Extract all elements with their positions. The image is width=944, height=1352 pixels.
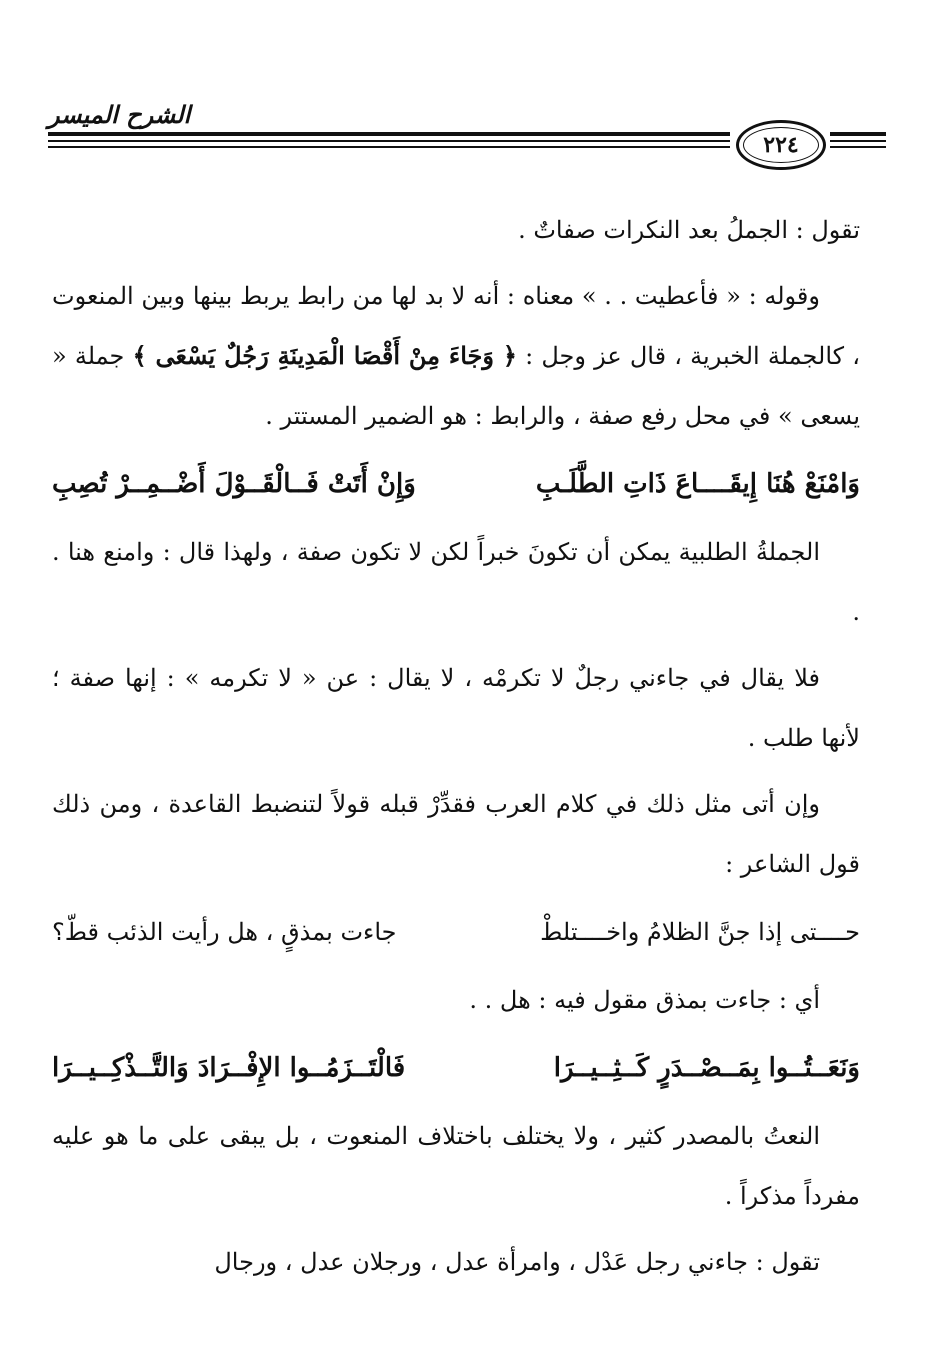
verse-2-right-hemistich: حــــتى إذا جنَّ الظلامُ واخــــتلطْ [540, 918, 860, 946]
header-rule-right-thin-2 [830, 146, 886, 148]
verse-2 [52, 900, 860, 964]
paragraph-4: فلا يقال في جاءني رجلٌ لا تكرمْه ، لا يقال : عن « لا تكرمه » : إنها صفة ؛ لأنها طلب . [52, 664, 860, 752]
paragraph-2-end: جملة « يسعى » في محل رفع صفة ، والرابط : هو الضمير المستتر . [52, 342, 860, 430]
header-rule-right-thin [830, 140, 886, 142]
paragraph-5: وإن أتى مثل ذلك في كلام العرب فقدِّرْ قبله قولاً لتنضبط القاعدة ، ومن ذلك قول الشاعر : [52, 790, 860, 878]
header-rule-left-thin [48, 140, 730, 142]
header-rule-right [830, 132, 886, 136]
verse-1-left-hemistich: وَإِنْ أَتَتْ فَــالْقَــوْلَ أَضْــمِــرْ تُصِبِ [52, 469, 416, 499]
paragraph-2-intro: وقوله : « فأعطيت . . » معناه : أنه لا بد لها من رابط يربط بينها وبين المنعوت ، كالجملة الخبرية ، قال عز وجل : [52, 282, 861, 370]
paragraph-7: النعتُ بالمصدر كثير ، ولا يختلف باختلاف المنعوت ، بل يبقى على ما هو عليه مفرداً مذكراً . [52, 1122, 860, 1210]
paragraph-1: تقول : الجملُ بعد النكرات صفاتٌ . [518, 216, 860, 244]
page-number-badge [736, 120, 826, 170]
paragraph-8: تقول : جاءني رجل عَدْل ، وامرأة عدل ، ورجلان عدل ، ورجال [214, 1248, 820, 1276]
page-header [0, 0, 944, 190]
verse-3-left-hemistich: فَالْتَــزَمُــوا الإِفْــرَادَ وَالتَّــذْكِــيــرَا [52, 1053, 406, 1083]
paragraph-6: أي : جاءت بمذق مقول فيه : هل . . [469, 986, 820, 1014]
verse-1 [52, 452, 860, 516]
book-title: الشرح الميسر [48, 100, 191, 129]
verse-1-right-hemistich: وَامْنَعْ هُنَا إِيقَــــاعَ ذَاتِ الطَّلَـبِ [535, 469, 860, 499]
paragraph-2 [52, 266, 860, 446]
quran-quote: ﴿ وَجَاءَ مِنْ أَقْصَا الْمَدِينَةِ رَجُلٌ يَسْعَى ﴾ [132, 341, 517, 370]
header-rule-left [48, 132, 730, 136]
verse-3-right-hemistich: وَنَعَــتُــوا بِمَــصْــدَرٍ كَــثِــيــرَا [553, 1053, 860, 1083]
page-body [52, 200, 860, 1298]
verse-2-left-hemistich: جاءت بمذقٍ ، هل رأيت الذئب قطّ؟ [52, 918, 397, 946]
page-number: ٢٢٤ [763, 132, 799, 158]
header-rule-left-thin-2 [48, 146, 730, 148]
verse-3 [52, 1036, 860, 1100]
paragraph-3: الجملةُ الطلبية يمكن أن تكونَ خبراً لكن لا تكون صفة ، ولهذا قال : وامنع هنا . . [52, 538, 860, 626]
